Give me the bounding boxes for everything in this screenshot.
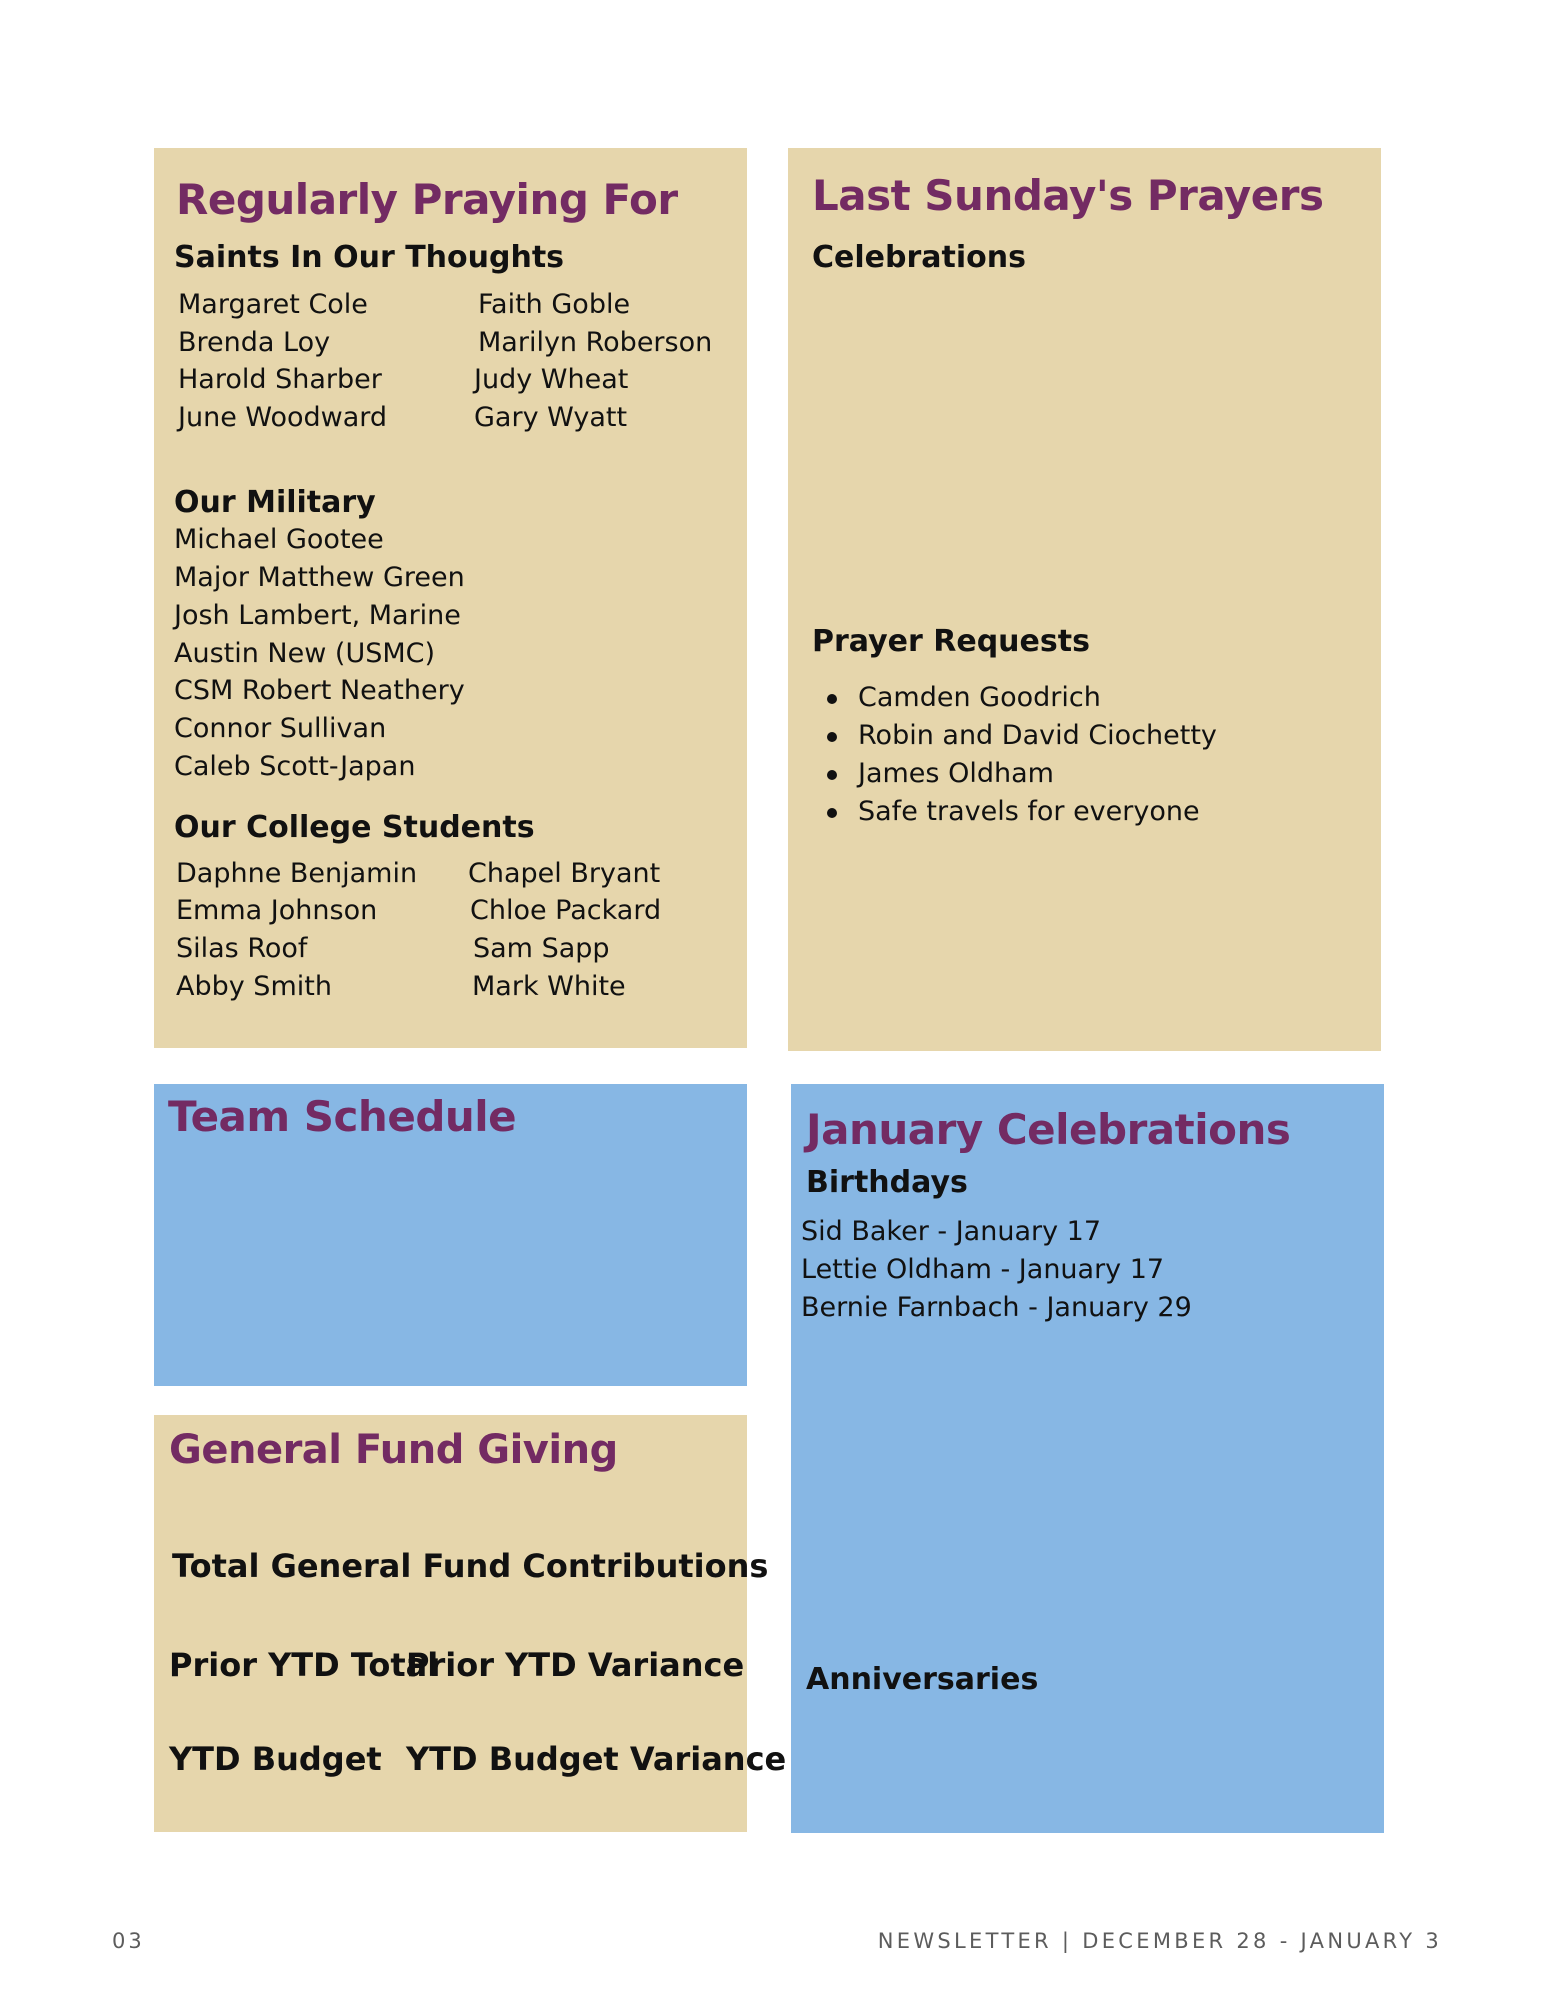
list-item: Connor Sullivan — [174, 713, 387, 744]
list-item: Harold Sharber — [178, 364, 382, 395]
list-item: Margaret Cole — [178, 289, 368, 320]
list-item: Faith Goble — [478, 289, 631, 320]
list-item: Lettie Oldham - January 17 — [801, 1254, 1165, 1285]
anniversaries-heading: Anniversaries — [806, 1662, 1039, 1697]
list-item: Robin and David Ciochetty — [858, 717, 1217, 755]
team-schedule-title: Team Schedule — [168, 1092, 517, 1141]
list-item: June Woodward — [178, 402, 388, 433]
list-item: Gary Wyatt — [474, 402, 628, 433]
ytd-budget-label: YTD Budget — [169, 1740, 382, 1778]
ytd-budget-variance-label: YTD Budget Variance — [406, 1740, 787, 1778]
general-fund-title: General Fund Giving — [169, 1427, 618, 1473]
list-item: Caleb Scott-Japan — [174, 751, 416, 782]
total-contributions-label: Total General Fund Contributions — [172, 1547, 769, 1585]
saints-heading: Saints In Our Thoughts — [174, 240, 565, 275]
list-item: Judy Wheat — [474, 364, 629, 395]
page-number: 03 — [112, 1929, 145, 1953]
general-fund-panel — [154, 1415, 787, 1832]
list-item: Michael Gootee — [174, 524, 384, 555]
prior-ytd-total-label: Prior YTD Total — [169, 1646, 439, 1684]
last-sunday-panel — [788, 148, 1381, 1051]
prior-ytd-variance-label: Prior YTD Variance — [406, 1646, 745, 1684]
list-item: Daphne Benjamin — [176, 858, 418, 889]
list-item: Chloe Packard — [470, 895, 662, 926]
january-celebrations-title: January Celebrations — [806, 1105, 1291, 1154]
list-item: Brenda Loy — [178, 327, 331, 358]
list-item: CSM Robert Neathery — [174, 675, 465, 706]
list-item: Major Matthew Green — [174, 562, 465, 593]
newsletter-footer: NEWSLETTER | DECEMBER 28 - JANUARY 3 — [877, 1929, 1442, 1953]
list-item: Josh Lambert, Marine — [174, 600, 461, 631]
military-heading: Our Military — [174, 485, 376, 520]
team-schedule-panel — [154, 1084, 747, 1386]
list-item: Marilyn Roberson — [478, 327, 713, 358]
list-item: Camden Goodrich — [858, 679, 1101, 717]
list-item: Emma Johnson — [176, 895, 378, 926]
last-sunday-title: Last Sunday's Prayers — [812, 171, 1324, 220]
list-item: Safe travels for everyone — [858, 793, 1200, 831]
college-heading: Our College Students — [174, 810, 535, 845]
list-item: Austin New (USMC) — [174, 638, 436, 669]
list-item: Mark White — [472, 971, 626, 1002]
list-item: Chapel Bryant — [468, 858, 661, 889]
celebrations-heading: Celebrations — [812, 240, 1026, 275]
regularly-praying-panel — [154, 148, 747, 1048]
list-item: Abby Smith — [176, 971, 332, 1002]
prayer-requests-heading: Prayer Requests — [812, 624, 1090, 659]
list-item: Silas Roof — [176, 933, 308, 964]
list-item: James Oldham — [858, 755, 1054, 793]
list-item: Sid Baker - January 17 — [801, 1216, 1102, 1247]
regularly-praying-title: Regularly Praying For — [176, 175, 678, 224]
list-item: Bernie Farnbach - January 29 — [801, 1292, 1192, 1323]
birthdays-heading: Birthdays — [806, 1165, 968, 1200]
list-item: Sam Sapp — [473, 933, 610, 964]
january-celebrations-panel — [791, 1084, 1384, 1833]
